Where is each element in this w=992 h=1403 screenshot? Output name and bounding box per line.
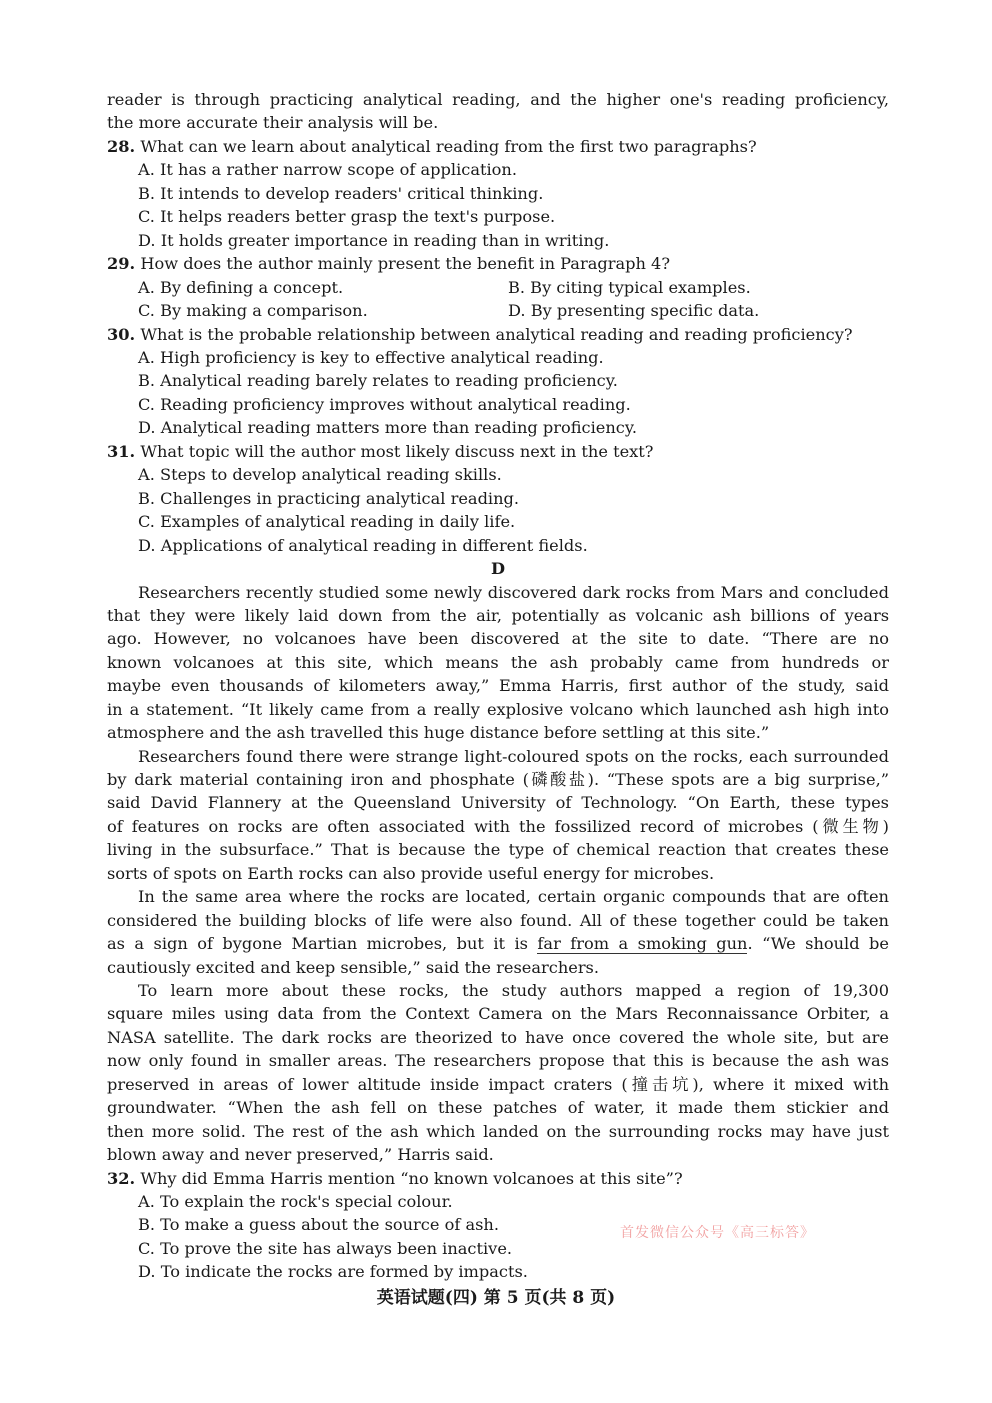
section-label: D	[490, 559, 506, 579]
question-text: What can we learn about analytical reading from the first two paragraphs?	[140, 136, 757, 156]
passage-line: living in the subsurface.” That is because the type of chemical reaction that creates these	[107, 840, 889, 860]
option: C. It helps readers better grasp the text's purpose.	[138, 207, 556, 227]
question-number: 30.	[107, 324, 136, 344]
passage-line: that they were likely laid down from the air, potentially as volcanic ash billions of years	[107, 605, 889, 625]
passage-line: Researchers recently studied some newly discovered dark rocks from Mars and concluded	[138, 582, 889, 602]
question-stem	[107, 440, 889, 463]
passage-line: atmosphere and the ash travelled this huge distance before settling at this site.”	[107, 723, 770, 743]
intro-line: reader is through practicing analytical reading, and the higher one's reading proficiency,	[107, 90, 889, 109]
option: C. By making a comparison.	[138, 301, 368, 321]
option: A. By defining a concept.	[138, 277, 344, 297]
option: D. Applications of analytical reading in different fields.	[138, 535, 588, 555]
option: A. It has a rather narrow scope of application.	[138, 160, 517, 180]
option: D. Analytical reading matters more than reading proficiency.	[138, 418, 637, 438]
passage-line: of features on rocks are often associated with the fossilized record of microbes (微生物)	[107, 816, 889, 836]
question-number: 29.	[107, 254, 136, 274]
passage-line: considered the building blocks of life were also found. All of these together could be taken	[107, 910, 889, 930]
passage-line: sorts of spots on Earth rocks can also provide useful energy for microbes.	[107, 863, 715, 883]
exam-page	[107, 88, 889, 1284]
option: A. Steps to develop analytical reading skills.	[138, 465, 502, 485]
intro-line: the more accurate their analysis will be.	[107, 113, 439, 133]
passage-line: NASA satellite. The dark rocks are theorized to have once covered the whole site, but are	[107, 1027, 889, 1047]
option: B. By citing typical examples.	[508, 277, 751, 297]
question-number: 32.	[107, 1168, 136, 1188]
underlined-phrase: far from a smoking gun	[537, 934, 748, 954]
passage-line: in a statement. “It likely came from a really explosive volcano which launched ash high into	[107, 699, 889, 719]
passage-line: cautiously excited and keep sensible,” said the researchers.	[107, 957, 600, 977]
option: A. To explain the rock's special colour.	[138, 1191, 453, 1211]
question-text: What is the probable relationship between analytical reading and reading proficiency?	[140, 324, 853, 344]
option: D. By presenting specific data.	[508, 301, 760, 321]
option: C. Examples of analytical reading in daily life.	[138, 512, 516, 532]
question-stem	[107, 252, 889, 275]
passage-line: ago. However, no volcanoes have been discovered at the site to date. “There are no	[107, 629, 889, 649]
option: D. To indicate the rocks are formed by impacts.	[138, 1262, 528, 1282]
passage-line: Researchers found there were strange light-coloured spots on the rocks, each surrounded	[138, 746, 889, 766]
option: B. It intends to develop readers' critical thinking.	[138, 183, 544, 203]
passage-line: known volcanoes at this site, which means the ash probably came from hundreds or	[107, 652, 889, 672]
option: B. Analytical reading barely relates to reading proficiency.	[138, 371, 618, 391]
watermark: 首发微信公众号《高三标答》	[620, 1225, 815, 1241]
passage-line: groundwater. “When the ash fell on these patches of water, it made them stickier and	[107, 1098, 889, 1118]
question-text: Why did Emma Harris mention “no known volcanoes at this site”?	[140, 1168, 683, 1188]
question-number: 28.	[107, 136, 136, 156]
passage-line: as a sign of bygone Martian microbes, but it is far from a smoking gun. “We should be	[107, 934, 889, 954]
passage-line: square miles using data from the Context Camera on the Mars Reconnaissance Orbiter, a	[107, 1004, 889, 1024]
option: A. High proficiency is key to effective analytical reading.	[138, 347, 604, 367]
question-stem	[107, 323, 889, 346]
question-text: What topic will the author most likely discuss next in the text?	[140, 441, 654, 461]
option-row	[107, 276, 889, 299]
passage-line: now only found in smaller areas. The researchers propose that this is because the ash was	[107, 1051, 889, 1071]
passage-line: preserved in areas of lower altitude inside impact craters (撞击坑), where it mixed with	[107, 1074, 889, 1094]
passage-line: maybe even thousands of kilometers away,” Emma Harris, first author of the study, said	[107, 676, 889, 696]
question-stem	[107, 1167, 889, 1190]
question-stem	[107, 135, 889, 158]
question-text: How does the author mainly present the benefit in Paragraph 4?	[140, 254, 671, 274]
passage-line: said David Flannery at the Queensland University of Technology. “On Earth, these types	[107, 793, 889, 813]
passage-line: blown away and never preserved,” Harris said.	[107, 1145, 494, 1165]
option: C. To prove the site has always been inactive.	[138, 1238, 513, 1258]
option: B. To make a guess about the source of ash.	[138, 1215, 499, 1235]
passage-line: To learn more about these rocks, the study authors mapped a region of 19,300	[138, 980, 889, 1000]
passage-line: In the same area where the rocks are located, certain organic compounds that are often	[138, 887, 889, 907]
option: C. Reading proficiency improves without analytical reading.	[138, 394, 631, 414]
question-number: 31.	[107, 441, 136, 461]
passage-line: by dark material containing iron and phosphate (磷酸盐). “These spots are a big surprise,”	[107, 770, 889, 790]
passage-line: then more solid. The rest of the ash which landed on the surrounding rocks may have just	[107, 1121, 889, 1141]
option-row	[107, 299, 889, 322]
page-footer: 英语试题(四) 第 5 页(共 8 页)	[376, 1288, 616, 1308]
option: B. Challenges in practicing analytical reading.	[138, 488, 520, 508]
option: D. It holds greater importance in reading than in writing.	[138, 230, 610, 250]
